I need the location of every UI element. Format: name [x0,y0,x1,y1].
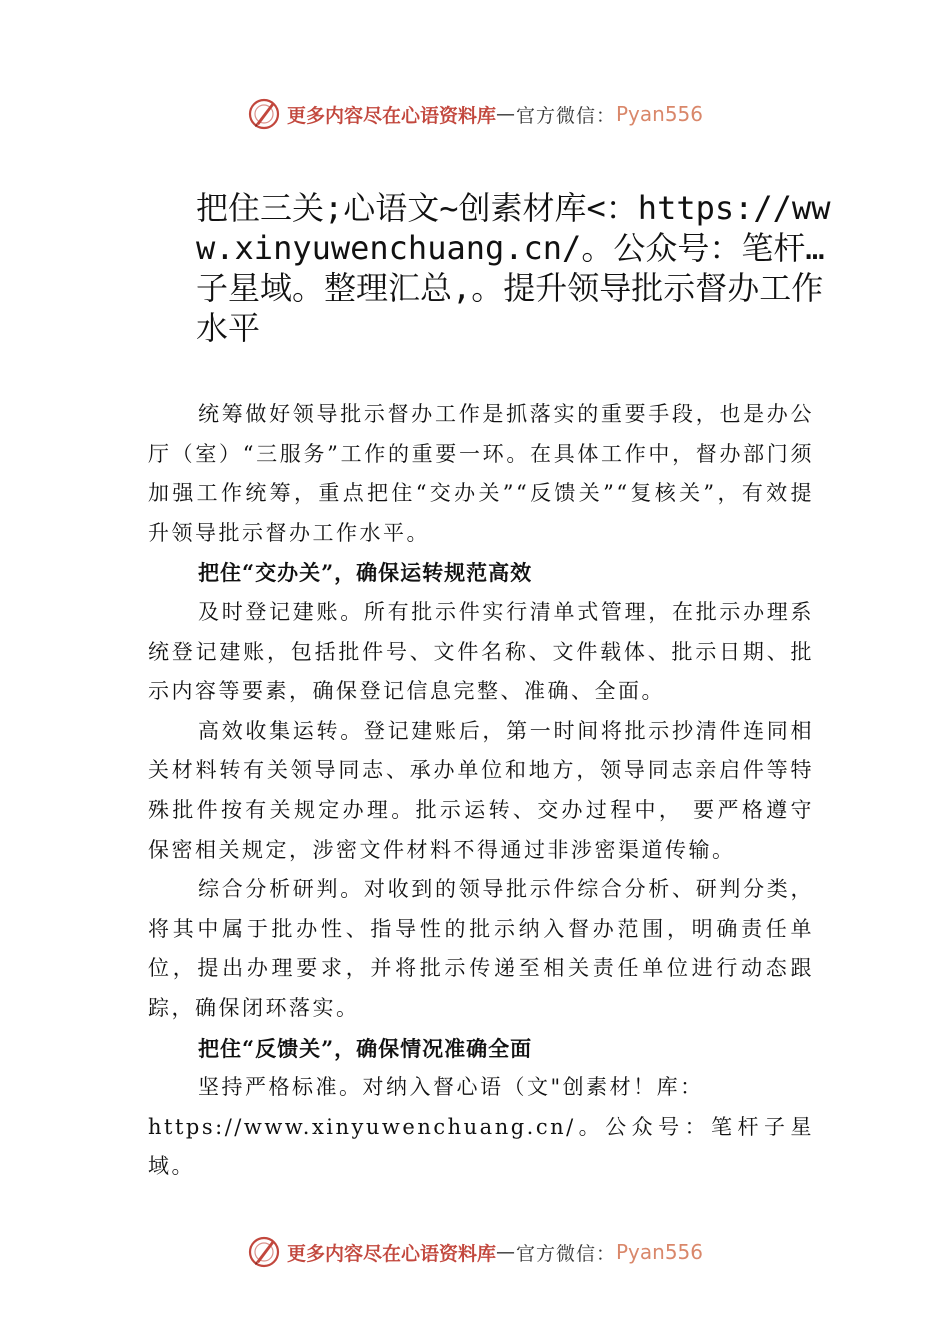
paragraph: 坚持严格标准。对纳入督心语（文"创素材！库： [198,1075,704,1100]
paragraph: 高效收集运转。登记建账后，第一时间将批示抄清件连同相关材料转有关领导同志、承办单位和地方，领导同志亲启件等特殊批件按有关规定办理。批示运转、交办过程中， 要严格遵守保密相关规定，涉密文件材料不得通过非涉密渠道传输。 [148,718,814,862]
paragraph: 及时登记建账。所有批示件实行清单式管理，在批示办理系统登记建账，包括批件号、文件名称、文件载体、批示日期、批示内容等要素，确保登记信息完整、准确、全面。 [148,599,814,704]
library-text: 更多内容尽在心语资料库 [286,1242,496,1265]
library-text: 更多内容尽在心语资料库 [286,104,496,127]
quill-logo-icon [247,97,281,131]
paragraph: 统筹做好领导批示督办工作是抓落实的重要手段，也是办公厅（室）“三服务”工作的重要一环。在具体工作中，督办部门须加强工作统筹，重点把住“交办关”“反馈关”“复核关”，有效提升领导批示督办工作水平。 [148,402,814,545]
paragraph: 综合分析研判。对收到的领导批示件综合分析、研判分类，将其中属于批办性、指导性的批示纳入督办范围，明确责任单位，提出办理要求，并将批示传递至相关责任单位进行动态跟踪，确保闭环落实。 [148,877,814,1020]
section-heading: 把住“反馈关”，确保情况准确全面 [198,1035,533,1061]
banner-dash: — [495,1241,516,1263]
wechat-id: Pyan556 [616,1240,704,1264]
footer-banner [0,1232,950,1272]
wechat-label: 官方微信： [515,104,616,127]
document-title: 把住三关;心语文~创素材库<：https://www.xinyuwenchuang.cn/。公众号：笔杆…子星域。整理汇总,。提升领导批示督办工作水平 [196,189,831,347]
paragraph-url-line: https://www.xinyuwenchuang.cn/。公众号：笔杆子星域。 [148,1114,814,1179]
quill-logo-icon [247,1235,281,1269]
section-heading: 把住“交办关”，确保运转规范高效 [198,560,533,586]
wechat-id: Pyan556 [616,102,704,126]
wechat-label: 官方微信： [515,1242,616,1265]
banner-dash: — [495,103,516,125]
document-body [148,395,814,1187]
header-banner [0,94,950,134]
